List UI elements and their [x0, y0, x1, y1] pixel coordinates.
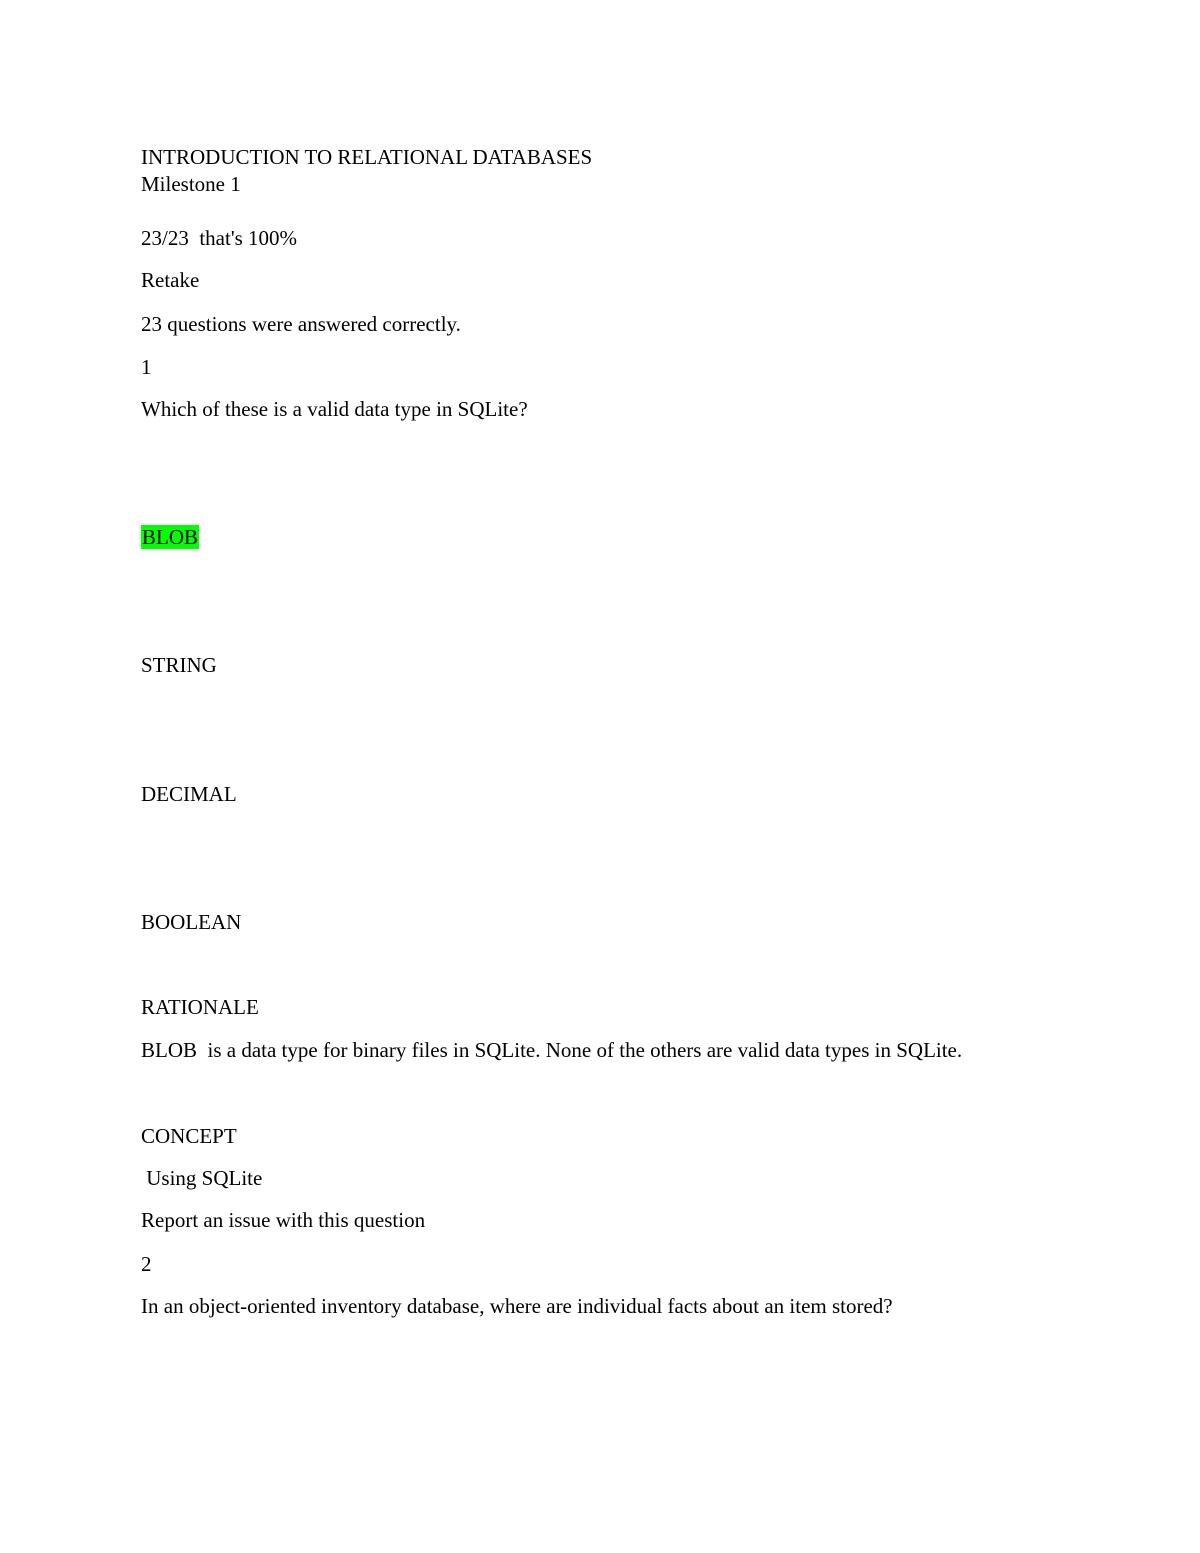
answer-option-blob[interactable]: [141, 524, 199, 550]
concept-heading: CONCEPT: [141, 1124, 237, 1148]
selected-answer-highlight: BLOB: [142, 525, 199, 549]
question-number: 2: [141, 1252, 152, 1276]
score-text: 23/23 that's 100%: [141, 226, 298, 250]
milestone-label: Milestone 1: [141, 172, 241, 196]
retake-link[interactable]: Retake: [141, 268, 200, 292]
summary-text: 23 questions were answered correctly.: [141, 312, 461, 336]
question-number: 1: [141, 355, 152, 379]
question-prompt: Which of these is a valid data type in SQLite?: [141, 397, 528, 421]
answer-option-string[interactable]: STRING: [141, 653, 217, 677]
answer-option-boolean[interactable]: BOOLEAN: [141, 910, 242, 934]
course-title: INTRODUCTION TO RELATIONAL DATABASES: [141, 145, 593, 169]
question-prompt: In an object-oriented inventory database, where are individual facts about an item stored?: [141, 1294, 893, 1318]
answer-option-decimal[interactable]: DECIMAL: [141, 782, 237, 806]
concept-text: Using SQLite: [141, 1166, 263, 1190]
rationale-heading: RATIONALE: [141, 995, 259, 1019]
rationale-text: BLOB is a data type for binary files in SQLite. None of the others are valid data types in SQLite.: [141, 1038, 963, 1062]
report-issue-link[interactable]: Report an issue with this question: [141, 1208, 426, 1232]
